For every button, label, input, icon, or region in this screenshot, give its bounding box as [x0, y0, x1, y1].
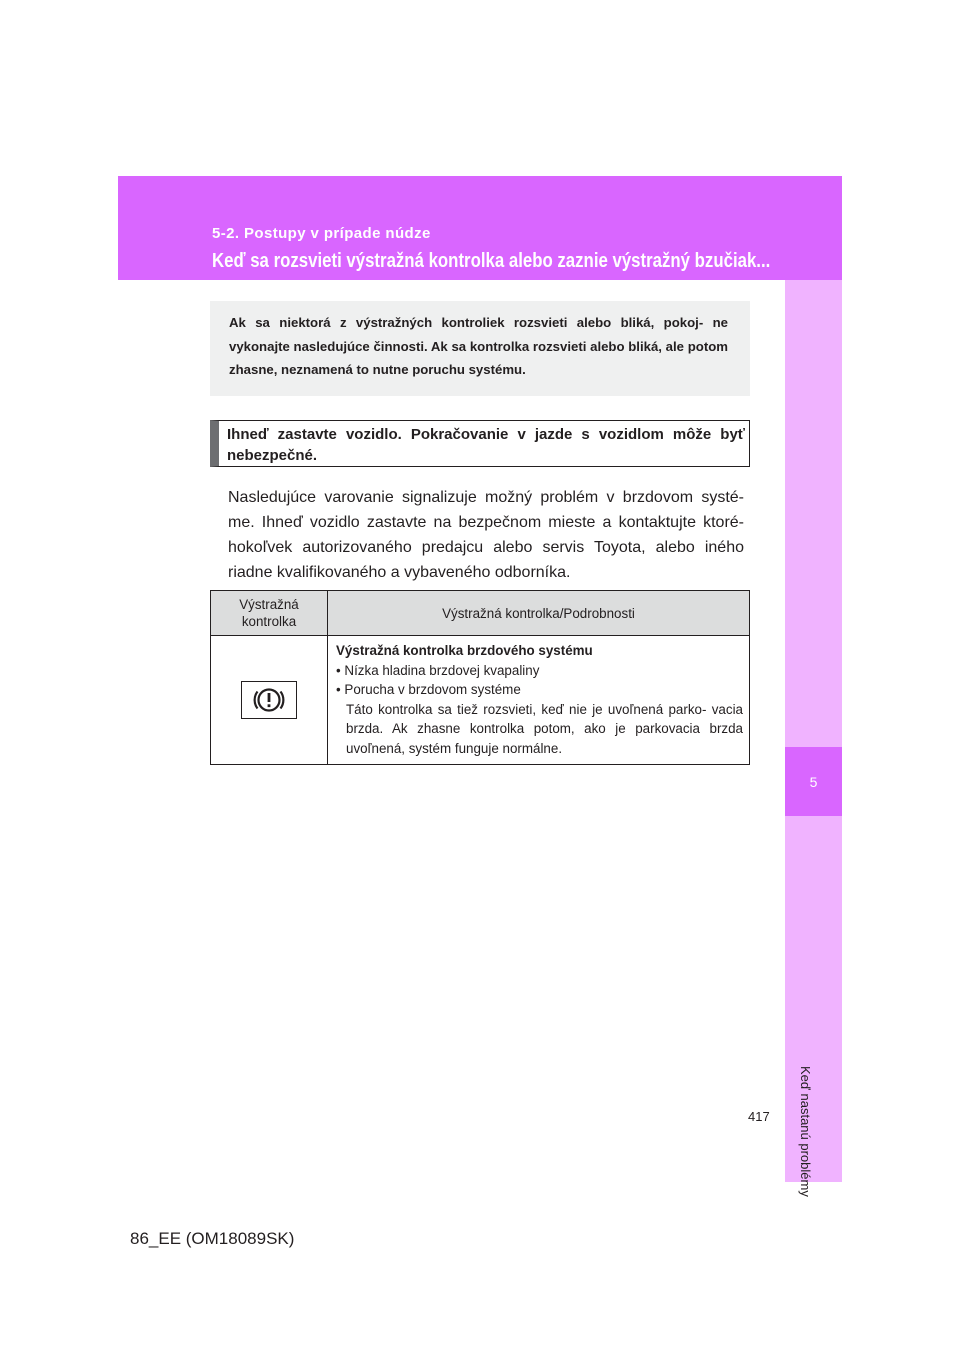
chapter-number: 5 [785, 747, 842, 816]
body-paragraph: Nasledujúce varovanie signalizuje možný problém v brzdovom systé- me. Ihneď vozidlo zastavte na bezpečnom mieste a kontaktujte ktoré- hokoľvek autorizovaného predajcu alebo servis Toyota, alebo iného riadne kvalifikovaného a vybaveného odborníka. [228, 489, 744, 581]
table-row [211, 636, 750, 765]
document-code: 86_EE (OM18089SK) [130, 1229, 295, 1248]
warning-box: Ihneď zastavte vozidlo. Pokračovanie v jazde s vozidlom môže byť nebezpečné. [210, 420, 750, 467]
page-header [118, 176, 842, 280]
chapter-side-tab [785, 280, 842, 1197]
warning-table [210, 590, 750, 765]
intro-box: Ak sa niektorá z výstražných kontroliek rozsvieti alebo bliká, pokoj- ne vykonajte nasledujúce činnosti. Ak sa kontrolka rozsvieti alebo bliká, ale potom zhasne, neznamená to nutne poruchu systému. [210, 301, 750, 396]
page-number: 417 [748, 1109, 770, 1124]
detail-note: Táto kontrolka sa tiež rozsvieti, keď nie je uvoľnená parko- vacia brzda. Ak zhasne kontrolka potom, ako je parkovacia brzda uvoľnená, systém funguje normálne. [346, 701, 743, 756]
page-title: Keď sa rozsvieti výstražná kontrolka alebo zaznie výstražný bzučiak... [212, 250, 771, 272]
table-header-details: Výstražná kontrolka/Podrobnosti [328, 591, 750, 636]
section-title: 5-2. Postupy v prípade núdze [212, 225, 431, 242]
table-cell-icon [211, 636, 328, 765]
brake-warning-icon [241, 681, 297, 719]
table-header-row [211, 591, 750, 636]
chapter-title: Keď nastanú problémy [798, 1066, 813, 1197]
detail-title: Výstražná kontrolka brzdového systému [336, 643, 593, 658]
table-header-light [211, 591, 328, 636]
detail-bullet: • Porucha v brzdovom systéme [336, 682, 521, 698]
table-cell-details [328, 636, 750, 765]
table-header-light-label: Výstražná kontrolka [239, 597, 299, 629]
detail-bullet: • Nízka hladina brzdovej kvapaliny [336, 662, 540, 678]
